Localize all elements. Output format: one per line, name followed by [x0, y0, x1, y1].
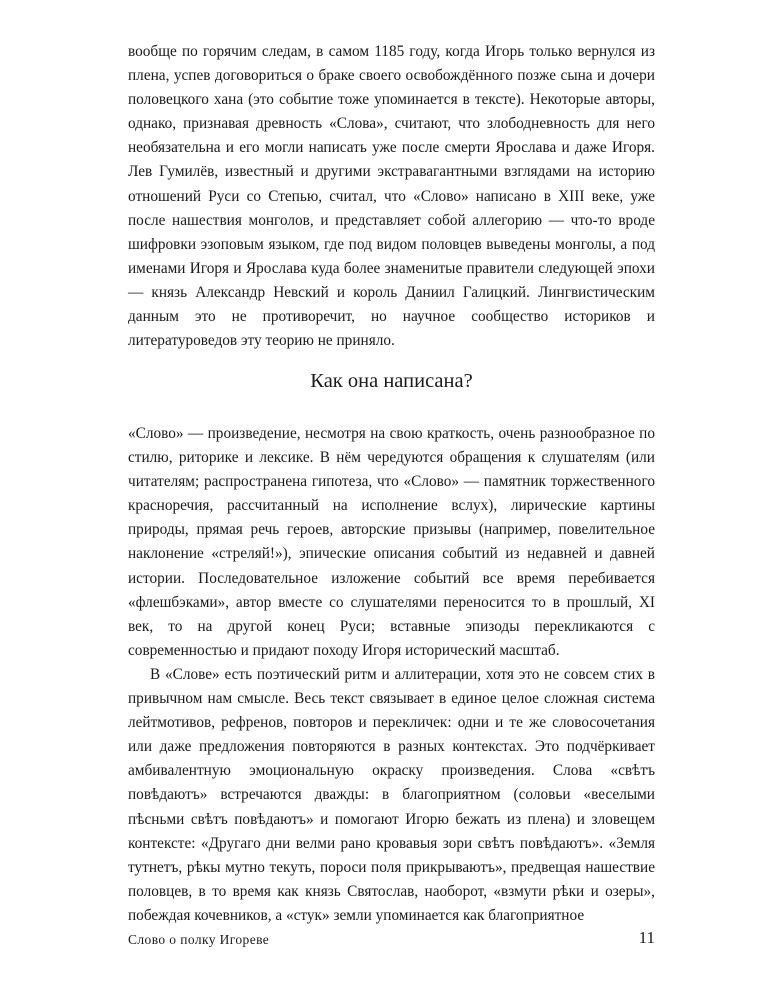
- running-footer-title: Слово о полку Игореве: [128, 932, 270, 947]
- paragraph-rhythm: В «Слове» есть поэтический ритм и аллитерации, хотя это не совсем стих в привычном нам смысле. Весь текст связывает в единое целое сложная система лейтмотивов, рефренов, повторов и перекличек: одни и те же словосочетания или даже предложения повторяются в разных контекстах. Это подчёркивает амбивалентную эмоциональную окраску произведения. Слова «свѣтъ повѣдаютъ» встречаются дважды: в благоприятном (соловьи «веселыми пѣсньми свѣтъ повѣдаютъ» и помогают Игорю бежать из плена) и зловещем контексте: «Другаго дни велми рано кровавыя зори свѣтъ повѣдаютъ». «Земля тутнетъ, рѣкы мутно текуть, пороси поля прикрываютъ», предвещая нашествие половцев, в то время как князь Святослав, наоборот, «взмути рѣки и озеры», побеждая кочевников, а «стук» земли упоминается как благоприятное: [128, 665, 655, 924]
- paragraph-style: «Слово» — произведение, несмотря на свою краткость, очень разнообразное по стилю, риторике и лексике. В нём чередуются обращения к слушателям (или читателям; распространена гипотеза, что «Слово» — памятник торжественного красноречия, рассчитанный на исполнение вслух), лирические картины природы, прямая речь героев, авторские призывы (например, повелительное наклонение «стреляй!»), эпические описания событий из недавней и давней истории. Последовательное изложение событий все время перебивается «флешбэками», автор вместе со слушателями переносится то в прошлый, XI век, то на другой конец Руси; вставные эпизоды перекликаются с современностью и придают походу Игоря исторический масштаб.: [128, 425, 655, 659]
- section-heading: Как она написана?: [310, 370, 473, 392]
- body-text-top: [128, 40, 655, 353]
- body-text-section: [128, 422, 655, 928]
- paragraph-continuation: вообще по горячим следам, в самом 1185 году, когда Игорь только вернулся из плена, успев договориться о браке своего освобождённого позже сына и дочери половецкого хана (это событие тоже упоминается в тексте). Некоторые авторы, однако, признавая древность «Слова», считают, что злободневность для него необязательна и его могли написать уже после смерти Ярослава и даже Игоря. Лев Гумилёв, известный и другими экстравагантными взглядами на историю отношений Руси со Степью, считал, что «Слово» написано в XIII веке, уже после нашествия монголов, и представляет собой аллегорию — что-то вроде шифровки эзоповым языком, где под видом половцев выведены монголы, а под именами Игоря и Ярослава куда более знаменитые правители следующей эпохи — князь Александр Невский и король Даниил Галицкий. Лингвистическим данным это не противоречит, но научное сообщество историков и литературоведов эту теорию не приняло.: [128, 43, 655, 350]
- page-number: 11: [638, 928, 655, 947]
- page-footer: [128, 928, 655, 952]
